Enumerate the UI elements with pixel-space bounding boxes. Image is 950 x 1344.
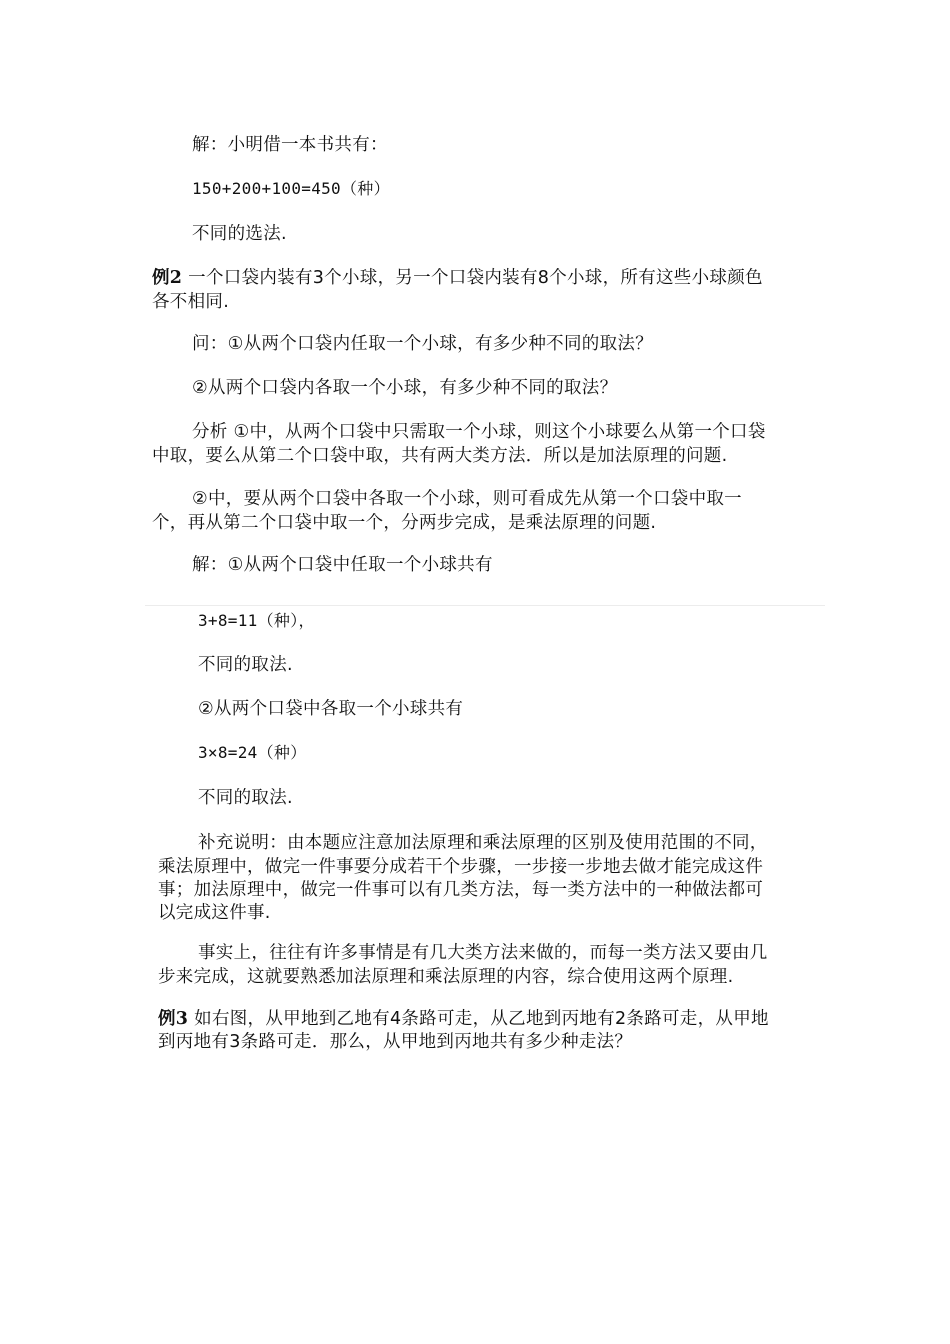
solution-conclusion: 不同的选法. — [192, 224, 287, 244]
example3-statement-line2: 到丙地有3条路可走．那么，从甲地到丙地共有多少种走法？ — [158, 1032, 633, 1052]
supplement-line3: 事；加法原理中，做完一件事可以有几类方法，每一类方法中的一种做法都可 — [158, 880, 764, 900]
example2-text: 一个口袋内装有3个小球，另一个口袋内装有8个小球，所有这些小球颜色 — [182, 268, 763, 288]
supplement-line4: 以完成这件事. — [158, 903, 271, 923]
fact-line2: 步来完成，这就要熟悉加法原理和乘法原理的内容，综合使用这两个原理. — [158, 967, 734, 987]
solution1-conclusion: 不同的取法. — [198, 655, 293, 675]
example2-question2: ②从两个口袋内各取一个小球，有多少种不同的取法？ — [192, 378, 618, 398]
example3-statement-line1 — [158, 1007, 769, 1031]
example2-statement-line2: 各不相同. — [152, 292, 230, 312]
example2-label: 例2 — [152, 268, 183, 288]
page-break-divider — [145, 605, 825, 606]
example3-label: 例3 — [158, 1009, 189, 1029]
analysis2-line1: ②中，要从两个口袋中各取一个小球，则可看成先从第一个口袋中取一 — [192, 489, 742, 509]
solution2-conclusion: 不同的取法. — [198, 788, 293, 808]
analysis-line2: 中取，要么从第二个口袋中取，共有两大类方法．所以是加法原理的问题. — [152, 446, 728, 466]
solution1-equation: 3+8=11（种）， — [198, 611, 315, 630]
supplement-line2: 乘法原理中，做完一件事要分成若干个步骤，一步接一步地去做才能完成这件 — [158, 857, 764, 877]
solution-intro: 解：小明借一本书共有： — [192, 135, 388, 155]
analysis2-line2: 个，再从第二个口袋中取一个，分两步完成，是乘法原理的问题. — [152, 513, 657, 533]
supplement-line1: 补充说明：由本题应注意加法原理和乘法原理的区别及使用范围的不同， — [198, 833, 768, 853]
fact-line1: 事实上，往往有许多事情是有几大类方法来做的，而每一类方法又要由几 — [198, 943, 768, 963]
solution1-intro: 解：①从两个口袋中任取一个小球共有 — [192, 555, 493, 575]
example2-statement-line1 — [152, 266, 763, 290]
analysis-line1: 分析 ①中，从两个口袋中只需取一个小球，则这个小球要么从第一个口袋 — [192, 422, 766, 442]
example2-question1: 问：①从两个口袋内任取一个小球，有多少种不同的取法？ — [192, 334, 653, 354]
solution2-equation: 3×8=24（种） — [198, 743, 307, 762]
solution-equation: 150+200+100=450（种） — [192, 179, 390, 198]
example3-text: 如右图，从甲地到乙地有4条路可走，从乙地到丙地有2条路可走，从甲地 — [188, 1009, 769, 1029]
solution2-intro: ②从两个口袋中各取一个小球共有 — [198, 699, 464, 719]
